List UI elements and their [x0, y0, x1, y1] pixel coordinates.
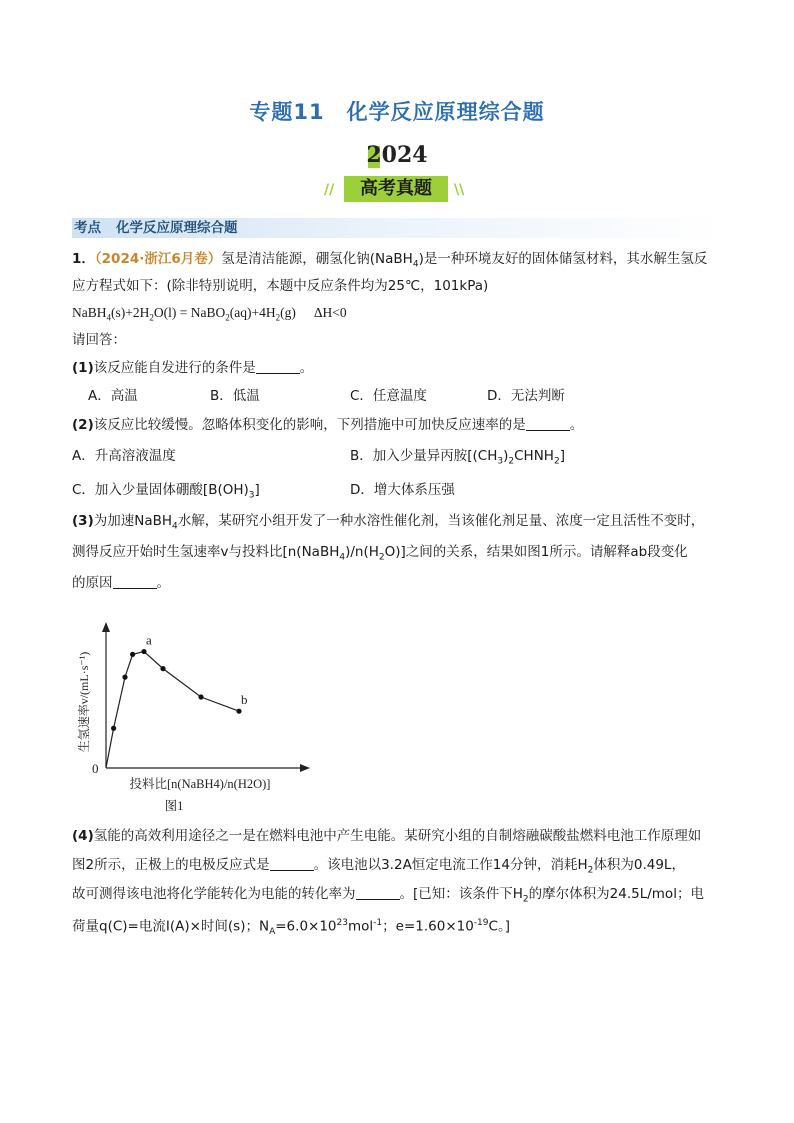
data-point [236, 709, 241, 714]
answer-blank [356, 885, 400, 900]
point-label-a: a [146, 632, 152, 648]
answer-blank [113, 574, 157, 589]
part2-option-a: A．升高溶液温度 [72, 448, 176, 464]
origin-label: 0 [92, 761, 99, 776]
data-point [160, 666, 165, 671]
page-title: 专题11 化学反应原理综合题 [249, 100, 545, 124]
y-axis-label: 生氢速率v/(mL·s⁻¹) [77, 651, 91, 753]
part3-line1: (3)为加速NaBH$_4$水解，某研究小组开发了一种水溶性催化剂，当该催化剂足量、浓度一定且活性不变时， [72, 513, 705, 532]
x-axis-label: 投料比[n(NaBH4)/n(H2O)] [129, 777, 271, 791]
answer-blank [270, 856, 314, 871]
data-point [122, 675, 127, 680]
reaction-equation: $NaBH_4(s)+2H_2O(l)$ = $NaBO_2(aq)+4H_2(g)$ ΔH<0 [72, 305, 347, 323]
part2-option-d: D．增大体系压强 [350, 482, 455, 498]
year-badge [320, 140, 474, 204]
answer-blank [526, 416, 570, 431]
part1-option-a: A．高温 [88, 388, 138, 404]
part4-line3: 故可测得该电池将化学能转化为电能的转化率为 。[已知：该条件下$H_2$的摩尔体积为24.5L/mol；电 [72, 886, 704, 905]
figure-caption: 图1 [164, 799, 184, 813]
section-heading [72, 218, 722, 238]
data-point [141, 649, 146, 654]
data-point [130, 652, 135, 657]
question-intro-line1: 1．（2024·浙江6月卷）氢是清洁能源，硼氢化钠(NaBH$_4$)是一种环境友好的固体储氢材料，其水解生氢反 [72, 251, 708, 270]
part2-stem: (2)该反应比较缓慢。忽略体积变化的影响，下列措施中可加快反应速率的是 。 [72, 417, 584, 433]
part3-line3: 的原因 。 [72, 575, 170, 591]
y-axis-arrow [102, 622, 110, 632]
question-number: 1． [72, 251, 95, 267]
year-label: 2024 [366, 142, 428, 168]
banner-slash-left: // [324, 182, 335, 198]
part4-line4: 荷量q(C)=电流I(A)×时间(s)；$N_A=6.0\times 10^{23}mol^{-1}$；$e=1.60\times 10^{-19}C$。] [72, 918, 510, 938]
part1-option-c: C．任意温度 [350, 388, 427, 404]
part4-line2: 图2所示，正极上的电极反应式是 。该电池以3.2A恒定电流工作14分钟，消耗$H_2$体积为0.49L， [72, 857, 685, 876]
figure-1-chart [70, 612, 320, 817]
data-point [198, 694, 203, 699]
part1-option-d: D．无法判断 [487, 388, 565, 404]
part1-option-b: B．低温 [210, 388, 260, 404]
prompt-text: 请回答： [72, 332, 126, 348]
banner-label: 高考真题 [344, 176, 448, 202]
part1-stem: (1)该反应能自发进行的条件是 。 [72, 360, 314, 376]
answer-blank [256, 359, 300, 374]
x-axis-arrow [300, 764, 310, 772]
point-label-b: b [241, 692, 248, 708]
data-line [106, 652, 239, 768]
part4-line1: (4)氢能的高效利用途径之一是在燃料电池中产生电能。某研究小组的自制熔融碳酸盐燃料电池工作原理如 [72, 828, 702, 844]
question-intro-line2: 应方程式如下：(除非特别说明，本题中反应条件均为25℃，101kPa) [72, 278, 489, 294]
section-tag: 考点 [74, 220, 101, 236]
part2-option-c: C．加入少量固体硼酸$[B(OH)_3]$ [72, 482, 260, 501]
part2-option-b: B．加入少量异丙胺$[(CH_3)_2CHNH_2]$ [350, 448, 565, 467]
section-topic: 化学反应原理综合题 [116, 220, 238, 236]
data-point [111, 726, 116, 731]
banner-slash-right: \\ [454, 182, 465, 198]
question-source: （2024·浙江6月卷） [94, 251, 222, 267]
part3-line2: 测得反应开始时生氢速率v与投料比$[n(NaBH_4)/n(H_2O)]$之间的关系，结果如图1所示。请解释ab段变化 [72, 544, 688, 563]
